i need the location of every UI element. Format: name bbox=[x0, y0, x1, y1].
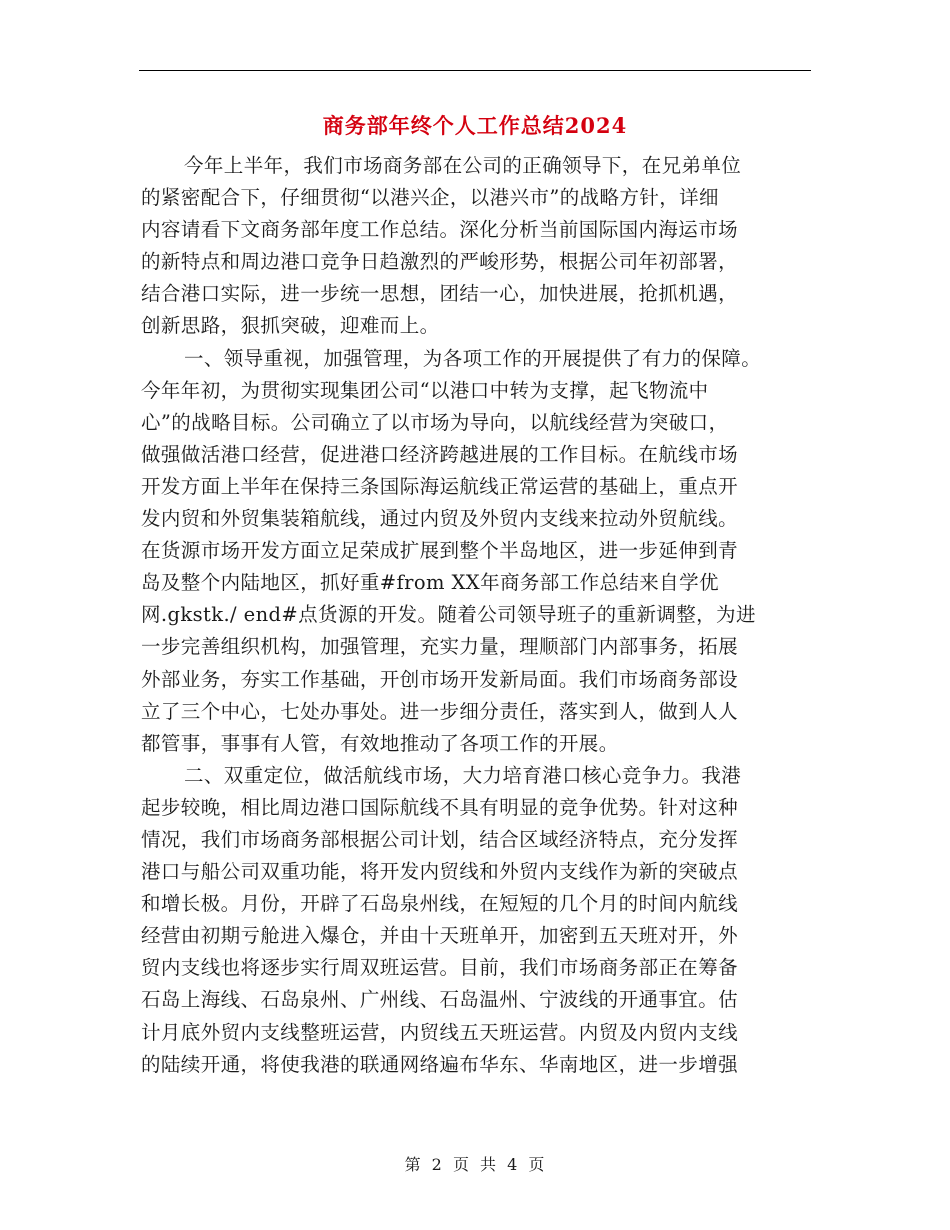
text-line: 经营由初期亏舱进入爆仓，并由十天班单开，加密到五天班对开，外 bbox=[141, 924, 739, 948]
document-body bbox=[141, 150, 813, 1081]
text-line: 都管事，事事有人管，有效地推动了各项工作的开展。 bbox=[141, 731, 619, 755]
text-line: 岛及整个内陆地区，抓好重#from XX年商务部工作总结来自学优 bbox=[141, 571, 719, 595]
text-line: 开发方面上半年在保持三条国际海运航线正常运营的基础上，重点开 bbox=[141, 474, 739, 498]
text-line: 立了三个中心，七处办事处。进一步细分责任，落实到人，做到人人 bbox=[141, 699, 739, 723]
text-line: 港口与船公司双重功能，将开发内贸线和外贸内支线作为新的突破点 bbox=[141, 860, 739, 884]
text-line: 的紧密配合下，仔细贯彻“以港兴企，以港兴市”的战略方针，详细 bbox=[141, 186, 719, 210]
document-title: 商务部年终个人工作总结2024 bbox=[322, 113, 628, 138]
text-line: 在货源市场开发方面立足荣成扩展到整个半岛地区，进一步延伸到青 bbox=[141, 539, 739, 563]
text-line: 外部业务，夯实工作基础，开创市场开发新局面。我们市场商务部设 bbox=[141, 667, 739, 691]
page-number-footer: 第 2 页 共 4 页 bbox=[404, 1155, 546, 1174]
text-line: 和增长极。月份，开辟了石岛泉州线，在短短的几个月的时间内航线 bbox=[141, 892, 739, 916]
text-line: 创新思路，狠抓突破，迎难而上。 bbox=[141, 314, 440, 338]
text-line: 石岛上海线、石岛泉州、广州线、石岛温州、宁波线的开通事宜。估 bbox=[141, 988, 739, 1012]
text-line: 起步较晚，相比周边港口国际航线不具有明显的竞争优势。针对这种 bbox=[141, 795, 739, 819]
text-line: 今年上半年，我们市场商务部在公司的正确领导下，在兄弟单位 bbox=[184, 154, 742, 177]
text-line: 的陆续开通，将使我港的联通网络遍布华东、华南地区，进一步增强 bbox=[141, 1052, 739, 1076]
text-line: 一步完善组织机构，加强管理，充实力量，理顺部门内部事务，拓展 bbox=[141, 635, 739, 659]
text-line: 今年年初，为贯彻实现集团公司“以港口中转为支撑，起飞物流中 bbox=[141, 378, 709, 402]
text-line: 计月底外贸内支线整班运营，内贸线五天班运营。内贸及内贸内支线 bbox=[141, 1020, 739, 1044]
text-line: 网.gkstk./ end#点货源的开发。随着公司领导班子的重新调整，为进 bbox=[141, 603, 756, 627]
text-line: 结合港口实际，进一步统一思想，团结一心，加快进展，抢抓机遇， bbox=[141, 282, 739, 306]
text-line: 情况，我们市场商务部根据公司计划，结合区域经济特点，充分发挥 bbox=[141, 827, 739, 851]
text-line: 的新特点和周边港口竞争日趋激烈的严峻形势，根据公司年初部署， bbox=[141, 250, 739, 274]
text-line: 做强做活港口经营，促进港口经济跨越进展的工作目标。在航线市场 bbox=[141, 442, 739, 466]
text-line: 内容请看下文商务部年度工作总结。深化分析当前国际国内海运市场 bbox=[141, 218, 739, 242]
text-line: 心”的战略目标。公司确立了以市场为导向，以航线经营为突破口， bbox=[141, 410, 729, 434]
text-line: 二、双重定位，做活航线市场，大力培育港口核心竞争力。我港 bbox=[184, 763, 742, 787]
text-line: 发内贸和外贸集装箱航线，通过内贸及外贸内支线来拉动外贸航线。 bbox=[141, 507, 739, 531]
text-line: 一、领导重视，加强管理，为各项工作的开展提供了有力的保障。 bbox=[184, 346, 762, 370]
text-line: 贸内支线也将逐步实行周双班运营。目前，我们市场商务部正在筹备 bbox=[141, 956, 739, 980]
header-rule bbox=[139, 70, 811, 71]
